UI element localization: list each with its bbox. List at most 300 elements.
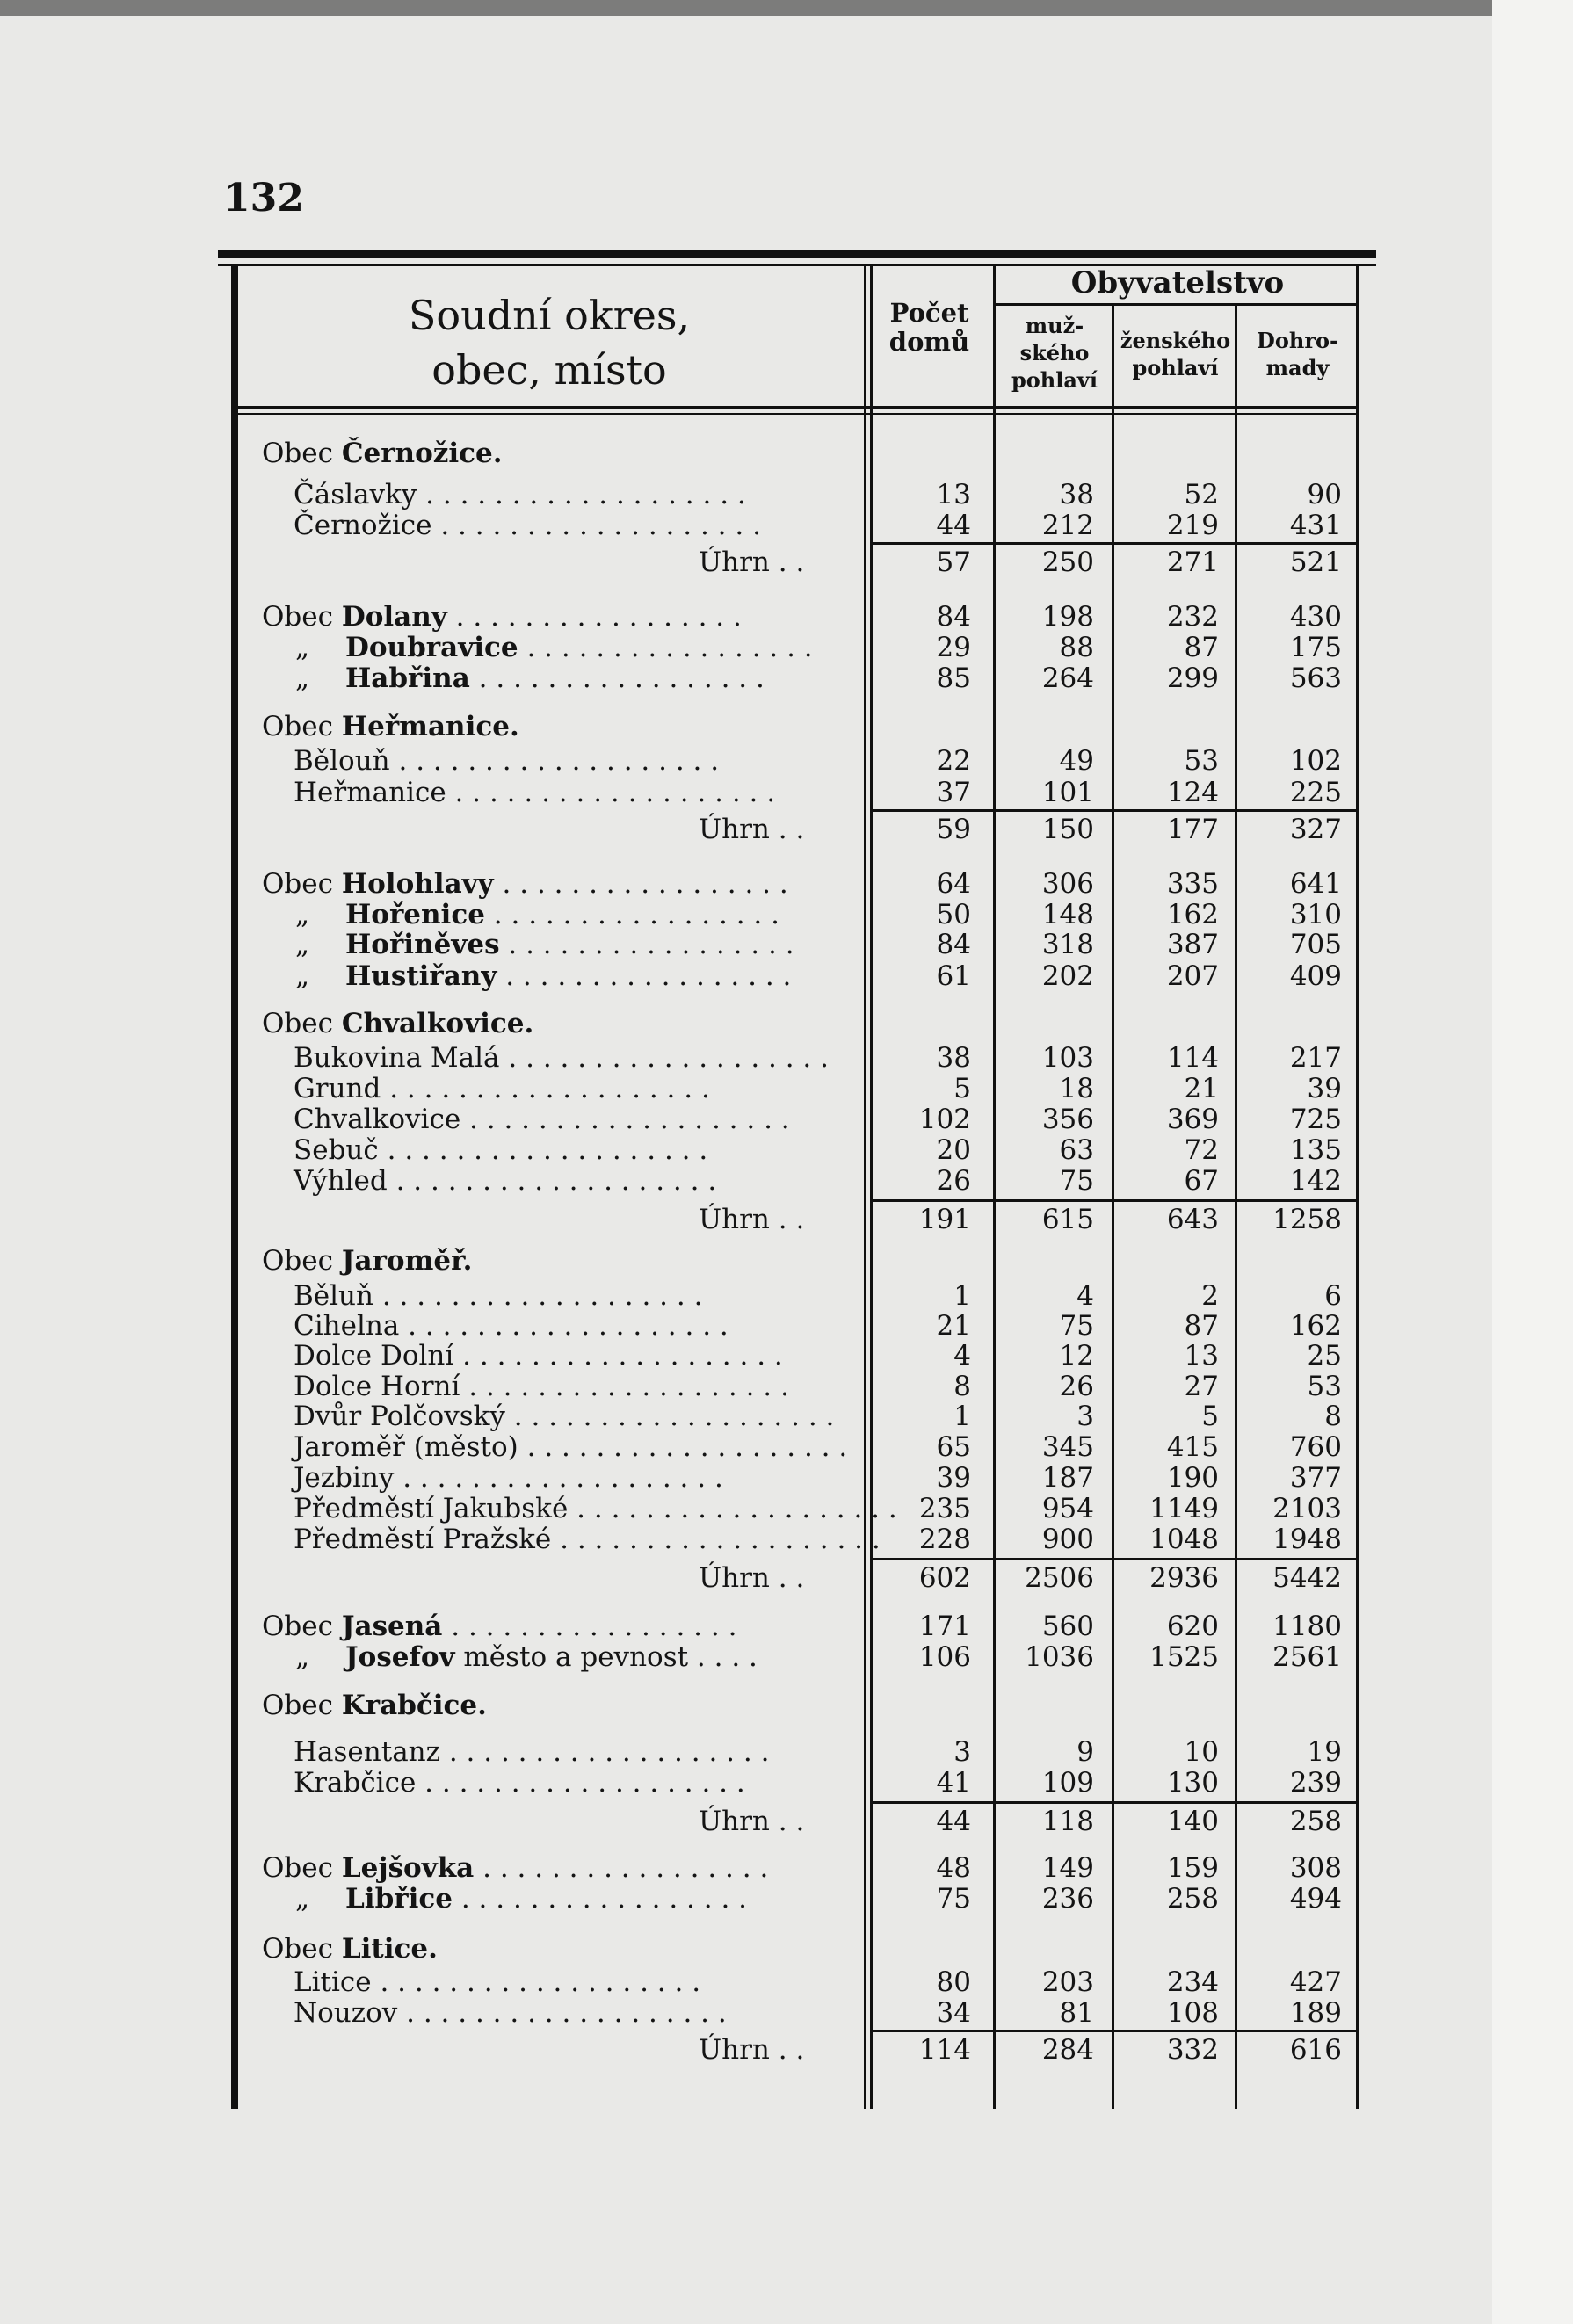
female-value: 1048 (1149, 1524, 1219, 1555)
female-value: 2936 (1149, 1562, 1219, 1594)
female-value: 335 (1166, 868, 1219, 900)
place-name: Litice (294, 1966, 372, 1998)
houses-value: 22 (936, 745, 971, 777)
place-name: Bukovina Malá (294, 1042, 500, 1074)
row-label (262, 1934, 859, 1964)
houses-value: 114 (918, 2034, 971, 2066)
header-houses: Počet domů (888, 298, 970, 358)
place-name: Grund (294, 1073, 381, 1104)
row-prefix: „ (295, 899, 310, 930)
female-value: 67 (1184, 1165, 1219, 1197)
total-value: 8 (1324, 1401, 1342, 1432)
municipality-name: Krabčice. (341, 1690, 487, 1721)
houses-value: 5 (953, 1073, 971, 1104)
houses-value: 61 (936, 960, 971, 992)
header-population: Obyvatelstvo (1070, 265, 1285, 300)
houses-value: 39 (936, 1462, 971, 1494)
houses-value: 1 (953, 1401, 971, 1432)
leader-dots: . . . . . . . . . . . . . . . . . . . (499, 1042, 829, 1074)
female-value: 5 (1201, 1401, 1219, 1432)
total-value: 310 (1289, 899, 1342, 930)
female-value: 130 (1166, 1767, 1219, 1799)
place-name: Černožice (294, 510, 432, 541)
total-value: 327 (1289, 814, 1342, 845)
total-value: 1180 (1272, 1611, 1342, 1642)
male-value: 202 (1041, 960, 1094, 992)
table-row (0, 1311, 1573, 1341)
houses-value: 34 (936, 1997, 971, 2029)
sum-label: Úhrn (699, 1562, 770, 1594)
male-value: 118 (1041, 1806, 1094, 1837)
municipality-name: Heřmanice. (341, 711, 519, 742)
female-value: 620 (1166, 1611, 1219, 1642)
houses-value: 102 (918, 1104, 971, 1135)
houses-value: 235 (918, 1493, 971, 1524)
total-value: 162 (1289, 1310, 1342, 1342)
table-row (0, 1043, 1573, 1073)
total-value: 102 (1289, 745, 1342, 777)
table-row (0, 1967, 1573, 1997)
sum-label: Úhrn (699, 1204, 770, 1235)
total-value: 705 (1289, 929, 1342, 960)
houses-value: 1 (953, 1280, 971, 1312)
total-value: 431 (1289, 510, 1342, 541)
female-value: 124 (1166, 777, 1219, 808)
row-prefix: „ (295, 632, 310, 663)
sum-row (0, 1205, 1573, 1234)
sum-label: Úhrn (699, 547, 770, 578)
female-value: 140 (1166, 1806, 1219, 1837)
row-prefix: Obec (262, 1245, 342, 1277)
row-label (699, 1563, 859, 1593)
table-row (0, 1768, 1573, 1798)
houses-value: 50 (936, 899, 971, 930)
female-value: 13 (1184, 1340, 1219, 1372)
female-value: 207 (1166, 960, 1219, 992)
houses-value: 3 (953, 1736, 971, 1768)
municipality-name: Libřice (345, 1883, 453, 1915)
leader-dots: . . . . . . . . . . . . . . . . . (469, 662, 765, 694)
female-value: 87 (1184, 1310, 1219, 1342)
female-value: 258 (1166, 1883, 1219, 1915)
row-label (262, 1691, 859, 1720)
total-value: 2103 (1272, 1493, 1342, 1524)
table-row (0, 1432, 1573, 1462)
leader-dots: . . . . (688, 1641, 758, 1673)
male-value: 109 (1041, 1767, 1094, 1799)
female-value: 232 (1166, 601, 1219, 633)
houses-value: 106 (918, 1641, 971, 1673)
leader-dots: . . . . . . . . . . . . . . . . . . . (417, 479, 746, 510)
female-value: 53 (1184, 745, 1219, 777)
table-row (0, 1281, 1573, 1311)
female-value: 87 (1184, 632, 1219, 663)
row-prefix: Obec (262, 868, 342, 900)
table-row (0, 633, 1573, 662)
row-label (294, 1341, 859, 1371)
sum-row (0, 1806, 1573, 1836)
leader-dots: . . . . . . . . . . . . . . . . . . . (394, 1462, 723, 1494)
leader-dots: . . (769, 1806, 805, 1837)
place-name: Heřmanice (294, 777, 446, 808)
leader-dots: . . (769, 2034, 805, 2066)
male-value: 187 (1041, 1462, 1094, 1494)
male-value: 203 (1041, 1966, 1094, 1998)
row-label (262, 438, 859, 468)
table-row (0, 1463, 1573, 1493)
houses-value: 191 (918, 1204, 971, 1235)
houses-value: 8 (953, 1371, 971, 1402)
table-row (0, 480, 1573, 510)
houses-value: 44 (936, 510, 971, 541)
sum-row (0, 2035, 1573, 2065)
total-value: 377 (1289, 1462, 1342, 1494)
total-value: 725 (1289, 1104, 1342, 1135)
municipality-name: Habřina (345, 662, 470, 694)
row-prefix: „ (295, 929, 310, 960)
houses-value: 59 (936, 814, 971, 845)
leader-dots: . . (769, 1562, 805, 1594)
houses-value: 37 (936, 777, 971, 808)
leader-dots: . . . . . . . . . . . . . . . . . . . (439, 1736, 770, 1768)
leader-dots: . . . . . . . . . . . . . . . . . (452, 1883, 748, 1915)
row-label (262, 930, 859, 959)
place-name: Dolce Dolní (294, 1340, 454, 1372)
female-value: 219 (1166, 510, 1219, 541)
row-prefix: Obec (262, 711, 342, 742)
place-name: Krabčice (294, 1767, 417, 1799)
houses-value: 29 (936, 632, 971, 663)
total-value: 258 (1289, 1806, 1342, 1837)
sum-label: Úhrn (699, 2034, 770, 2066)
female-value: 415 (1166, 1431, 1219, 1463)
table-row (0, 510, 1573, 540)
row-label (294, 1043, 859, 1073)
table-row (0, 663, 1573, 693)
total-value: 308 (1289, 1852, 1342, 1884)
female-value: 2 (1201, 1280, 1219, 1312)
male-value: 2506 (1025, 1562, 1094, 1594)
sum-rule (870, 1199, 1358, 1202)
female-value: 108 (1166, 1997, 1219, 2029)
table-row (0, 930, 1573, 959)
male-value: 26 (1059, 1371, 1094, 1402)
table-row (0, 1246, 1573, 1276)
header-male: muž-ského pohlaví (1011, 313, 1098, 394)
houses-value: 84 (936, 929, 971, 960)
place-name: Čáslavky (294, 479, 417, 510)
row-label (294, 1493, 897, 1524)
table-row (0, 1372, 1573, 1401)
row-label (262, 1611, 859, 1641)
leader-dots: . . . . . . . . . . . . . . . . . . . (397, 1997, 727, 2029)
municipality-name: Josefov (345, 1641, 455, 1673)
row-label (262, 869, 859, 899)
leader-dots: . . . . . . . . . . . . . . . . . (474, 1852, 769, 1884)
leader-dots: . . . . . . . . . . . . . . . . . . . (389, 745, 720, 777)
female-value: 114 (1166, 1042, 1219, 1074)
leader-dots: . . (769, 547, 805, 578)
female-value: 234 (1166, 1966, 1219, 1998)
leader-dots: . . . . . . . . . . . . . . . . . . . (399, 1310, 729, 1342)
leader-dots: . . . . . . . . . . . . . . . . . . . (416, 1767, 745, 1799)
municipality-name: Holohlavy (341, 868, 494, 900)
male-value: 150 (1041, 814, 1094, 845)
male-value: 900 (1041, 1524, 1094, 1555)
row-label (699, 1806, 859, 1836)
total-value: 641 (1289, 868, 1342, 900)
male-value: 345 (1041, 1431, 1094, 1463)
female-value: 643 (1166, 1204, 1219, 1235)
table-row (0, 1737, 1573, 1767)
male-value: 149 (1041, 1852, 1094, 1884)
table-row (0, 961, 1573, 991)
total-value: 239 (1289, 1767, 1342, 1799)
table-row (0, 712, 1573, 742)
row-prefix: Obec (262, 1852, 342, 1884)
row-suffix: město a pevnost (454, 1641, 689, 1673)
row-label (262, 1853, 859, 1883)
male-value: 284 (1041, 2034, 1094, 2066)
table-row (0, 869, 1573, 899)
table-row (0, 602, 1573, 632)
row-label (699, 547, 859, 577)
houses-value: 41 (936, 1767, 971, 1799)
place-name: Dvůr Polčovský (294, 1401, 505, 1432)
row-prefix: „ (295, 662, 310, 694)
total-value: 175 (1289, 632, 1342, 663)
total-value: 25 (1307, 1340, 1342, 1372)
leader-dots: . . . . . . . . . . . . . . . . . . . (568, 1493, 897, 1524)
male-value: 49 (1059, 745, 1094, 777)
male-value: 103 (1041, 1042, 1094, 1074)
sum-rule (870, 542, 1358, 545)
municipality-name: Jaroměř. (341, 1245, 473, 1277)
leader-dots: . . . . . . . . . . . . . . . . . (493, 868, 788, 900)
row-label (262, 900, 859, 930)
sum-row (0, 1563, 1573, 1593)
row-prefix: Obec (262, 438, 342, 469)
total-value: 427 (1289, 1966, 1342, 1998)
total-value: 53 (1307, 1371, 1342, 1402)
row-label (294, 1524, 881, 1555)
row-prefix: Obec (262, 1690, 342, 1721)
male-value: 250 (1041, 547, 1094, 578)
female-value: 177 (1166, 814, 1219, 845)
row-label (262, 1246, 859, 1276)
leader-dots: . . . . . . . . . . . . . . . . . . . (551, 1524, 881, 1555)
female-value: 387 (1166, 929, 1219, 960)
male-value: 81 (1059, 1997, 1094, 2029)
place-name: Předměstí Jakubské (294, 1493, 569, 1524)
houses-value: 85 (936, 662, 971, 694)
houses-value: 57 (936, 547, 971, 578)
leader-dots: . . . . . . . . . . . . . . . . . . . (460, 1104, 790, 1135)
male-value: 9 (1076, 1736, 1094, 1768)
row-prefix: „ (295, 1883, 310, 1915)
municipality-name: Doubravice (345, 632, 518, 663)
row-label (262, 1642, 859, 1672)
leader-dots: . . . . . . . . . . . . . . . . . (499, 929, 794, 960)
municipality-name: Hořiněves (345, 929, 500, 960)
sum-row (0, 547, 1573, 577)
row-label (699, 814, 859, 844)
female-value: 52 (1184, 479, 1219, 510)
place-name: Cihelna (294, 1310, 400, 1342)
male-value: 1036 (1025, 1641, 1094, 1673)
male-value: 75 (1059, 1310, 1094, 1342)
row-prefix: Obec (262, 1008, 342, 1039)
female-value: 10 (1184, 1736, 1219, 1768)
male-value: 4 (1076, 1280, 1094, 1312)
houses-value: 38 (936, 1042, 971, 1074)
header-district-line2: obec, místo (431, 346, 667, 395)
total-value: 6 (1324, 1280, 1342, 1312)
total-value: 90 (1307, 479, 1342, 510)
municipality-name: Dolany (341, 601, 447, 633)
place-name: Výhled (294, 1165, 388, 1197)
total-value: 521 (1289, 547, 1342, 578)
houses-value: 48 (936, 1852, 971, 1884)
houses-value: 13 (936, 479, 971, 510)
sum-row (0, 814, 1573, 844)
male-value: 318 (1041, 929, 1094, 960)
page-number: 132 (223, 176, 304, 221)
table-row (0, 1104, 1573, 1134)
total-value: 217 (1289, 1042, 1342, 1074)
total-value: 135 (1289, 1134, 1342, 1166)
leader-dots: . . . . . . . . . . . . . . . . . . . (371, 1966, 701, 1998)
row-label (262, 961, 859, 991)
row-label (262, 1884, 859, 1914)
total-value: 1258 (1272, 1204, 1342, 1235)
sum-label: Úhrn (699, 814, 770, 845)
leader-dots: . . . . . . . . . . . . . . . . . . . (446, 777, 776, 808)
municipality-name: Hustiřany (345, 960, 497, 992)
row-label (699, 1205, 859, 1234)
table-row (0, 1166, 1573, 1196)
total-value: 225 (1289, 777, 1342, 808)
leader-dots: . . . . . . . . . . . . . . . . . . . (453, 1340, 783, 1372)
table-row (0, 1853, 1573, 1883)
row-label (262, 712, 859, 742)
female-value: 299 (1166, 662, 1219, 694)
leader-dots: . . (769, 1204, 805, 1235)
leader-dots: . . . . . . . . . . . . . . . . . (484, 899, 779, 930)
total-value: 2561 (1272, 1641, 1342, 1673)
male-value: 75 (1059, 1165, 1094, 1197)
row-label (294, 746, 859, 776)
place-name: Hasentanz (294, 1736, 440, 1768)
municipality-name: Jasená (341, 1611, 443, 1642)
male-value: 560 (1041, 1611, 1094, 1642)
table-row (0, 1691, 1573, 1720)
total-value: 430 (1289, 601, 1342, 633)
leader-dots: . . . . . . . . . . . . . . . . . (518, 632, 813, 663)
houses-value: 602 (918, 1562, 971, 1594)
male-value: 954 (1041, 1493, 1094, 1524)
houses-value: 26 (936, 1165, 971, 1197)
table-row (0, 1341, 1573, 1371)
total-value: 5442 (1272, 1562, 1342, 1594)
place-name: Chvalkovice (294, 1104, 461, 1135)
houses-value: 84 (936, 601, 971, 633)
table-row (0, 1074, 1573, 1104)
male-value: 615 (1041, 1204, 1094, 1235)
row-label (262, 663, 859, 693)
row-label (294, 1074, 859, 1104)
place-name: Jaroměř (město) (294, 1431, 518, 1463)
table-row (0, 746, 1573, 776)
leader-dots: . . . . . . . . . . . . . . . . . (497, 960, 792, 992)
male-value: 38 (1059, 479, 1094, 510)
houses-value: 4 (953, 1340, 971, 1372)
female-value: 21 (1184, 1073, 1219, 1104)
female-value: 162 (1166, 899, 1219, 930)
row-label (262, 602, 859, 632)
houses-value: 20 (936, 1134, 971, 1166)
female-value: 369 (1166, 1104, 1219, 1135)
row-label (294, 1135, 859, 1165)
place-name: Běluň (294, 1280, 373, 1312)
row-prefix: Obec (262, 1933, 342, 1965)
table-row (0, 438, 1573, 468)
total-value: 409 (1289, 960, 1342, 992)
leader-dots: . . . . . . . . . . . . . . . . . . . (373, 1280, 703, 1312)
leader-dots: . . (769, 814, 805, 845)
row-label (294, 1311, 859, 1341)
sum-rule (870, 2030, 1358, 2032)
place-name: Jezbiny (294, 1462, 395, 1494)
male-value: 148 (1041, 899, 1094, 930)
total-value: 189 (1289, 1997, 1342, 2029)
sum-rule (870, 1801, 1358, 1804)
place-name: Bělouň (294, 745, 390, 777)
total-value: 1948 (1272, 1524, 1342, 1555)
male-value: 306 (1041, 868, 1094, 900)
row-prefix: Obec (262, 601, 342, 633)
female-value: 332 (1166, 2034, 1219, 2066)
table-row (0, 1009, 1573, 1039)
male-value: 356 (1041, 1104, 1094, 1135)
leader-dots: . . . . . . . . . . . . . . . . . . . (518, 1431, 848, 1463)
row-label (294, 1737, 859, 1767)
leader-dots: . . . . . . . . . . . . . . . . . (446, 601, 742, 633)
leader-dots: . . . . . . . . . . . . . . . . . . . (504, 1401, 835, 1432)
row-label (262, 633, 859, 662)
table-row (0, 1524, 1573, 1554)
houses-value: 228 (918, 1524, 971, 1555)
houses-value: 75 (936, 1883, 971, 1915)
leader-dots: . . . . . . . . . . . . . . . . . . . (431, 510, 761, 541)
leader-dots: . . . . . . . . . . . . . . . . . . . (387, 1165, 717, 1197)
row-label (294, 1967, 859, 1997)
total-value: 616 (1289, 2034, 1342, 2066)
table-row (0, 1494, 1573, 1524)
row-label (294, 1166, 859, 1196)
total-value: 19 (1307, 1736, 1342, 1768)
table-row (0, 1934, 1573, 1964)
total-value: 494 (1289, 1883, 1342, 1915)
place-name: Nouzov (294, 1997, 398, 2029)
place-name: Dolce Horní (294, 1371, 460, 1402)
houses-value: 65 (936, 1431, 971, 1463)
row-label (294, 1768, 859, 1798)
row-label (294, 510, 859, 540)
male-value: 198 (1041, 601, 1094, 633)
table-row (0, 1884, 1573, 1914)
sum-rule (870, 809, 1358, 812)
